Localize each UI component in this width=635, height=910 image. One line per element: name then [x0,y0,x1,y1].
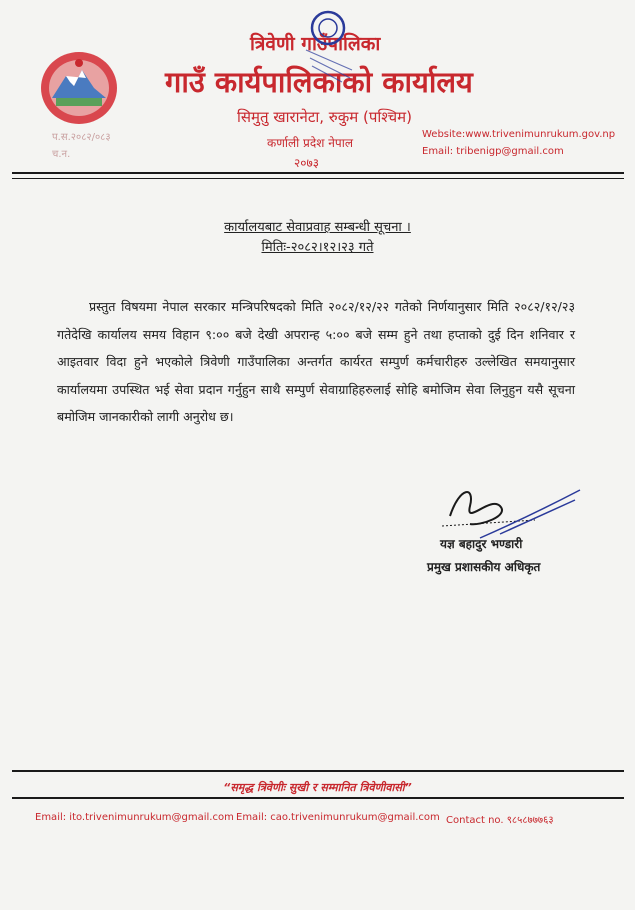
footer-email-cao: Email: cao.trivenimunrukum@gmail.com [236,812,440,823]
dispatch-number: च.न. [52,149,71,160]
header-office-name: गाउँ कार्यपालिकाको कार्यालय [165,65,473,99]
header-municipality-name: त्रिवेणी गाउँपालिका [250,33,381,55]
header-address: सिमुतु खारानेटा, रुकुम (पश्चिम) [237,108,413,126]
signatory-designation: प्रमुख प्रशासकीय अधिकृत [427,560,541,574]
footer-divider-top [12,770,624,772]
notice-date: मितिः-२०८२।१२।२३ गते [261,240,374,255]
footer-contact: Contact no. ९८५८७७७६३ [446,815,554,826]
header-province: कर्णाली प्रदेश नेपाल [267,136,353,150]
notice-body: प्रस्तुत विषयमा नेपाल सरकार मन्त्रिपरिषदको मिति २०८२/१२/२२ गतेको निर्णयानुसार मिति २०८२/१२/२३ गतेदेखि कार्यालय समय विहान ९:०० बजे देखी अपरान्ह ५:०० बजे सम्म हुने तथा हप्ताको दुई दिन शनिवार र आइतवार विदा हुने भएकोले त्रिवेणी गाउँपालिका अन्तर्गत कार्यरत सम्पुर्ण कर्मचारीहरु उल्लेखित समयानुसार कार्यालयमा उपस्थित भई सेवा प्रदान गर्नुहुन साथै सम्पुर्ण सेवाग्राहिहरुलाई सोहि बमोजिम सेवा लिनुहुन यसै सूचना बमोजिम जानकारीको लागी अनुरोध छ। [57,299,575,424]
office-seal-stamp [292,6,362,86]
municipality-emblem [36,48,122,128]
signatory-name: यज्ञ बहादुर भण्डारी [440,537,523,551]
header-year: २०७३ [294,156,319,170]
notice-title: कार्यालयबाट सेवाप्रवाह सम्बन्धी सूचना । [224,220,411,235]
footer-email-ito: Email: ito.trivenimunrukum@gmail.com [35,812,234,823]
website-text: Website:www.trivenimunrukum.gov.np [422,129,616,140]
footer-motto: “समृद्ध त्रिवेणीः सुखी र सम्मानित त्रिवेणीवासी” [223,781,412,794]
header-divider-bottom [12,178,624,179]
header-email-text: Email: tribenigp@gmail.com [422,146,564,157]
footer-divider-bottom [12,797,624,799]
header-divider-top [12,172,624,174]
reference-number: प.स.२०८२/०८३ [52,132,111,143]
